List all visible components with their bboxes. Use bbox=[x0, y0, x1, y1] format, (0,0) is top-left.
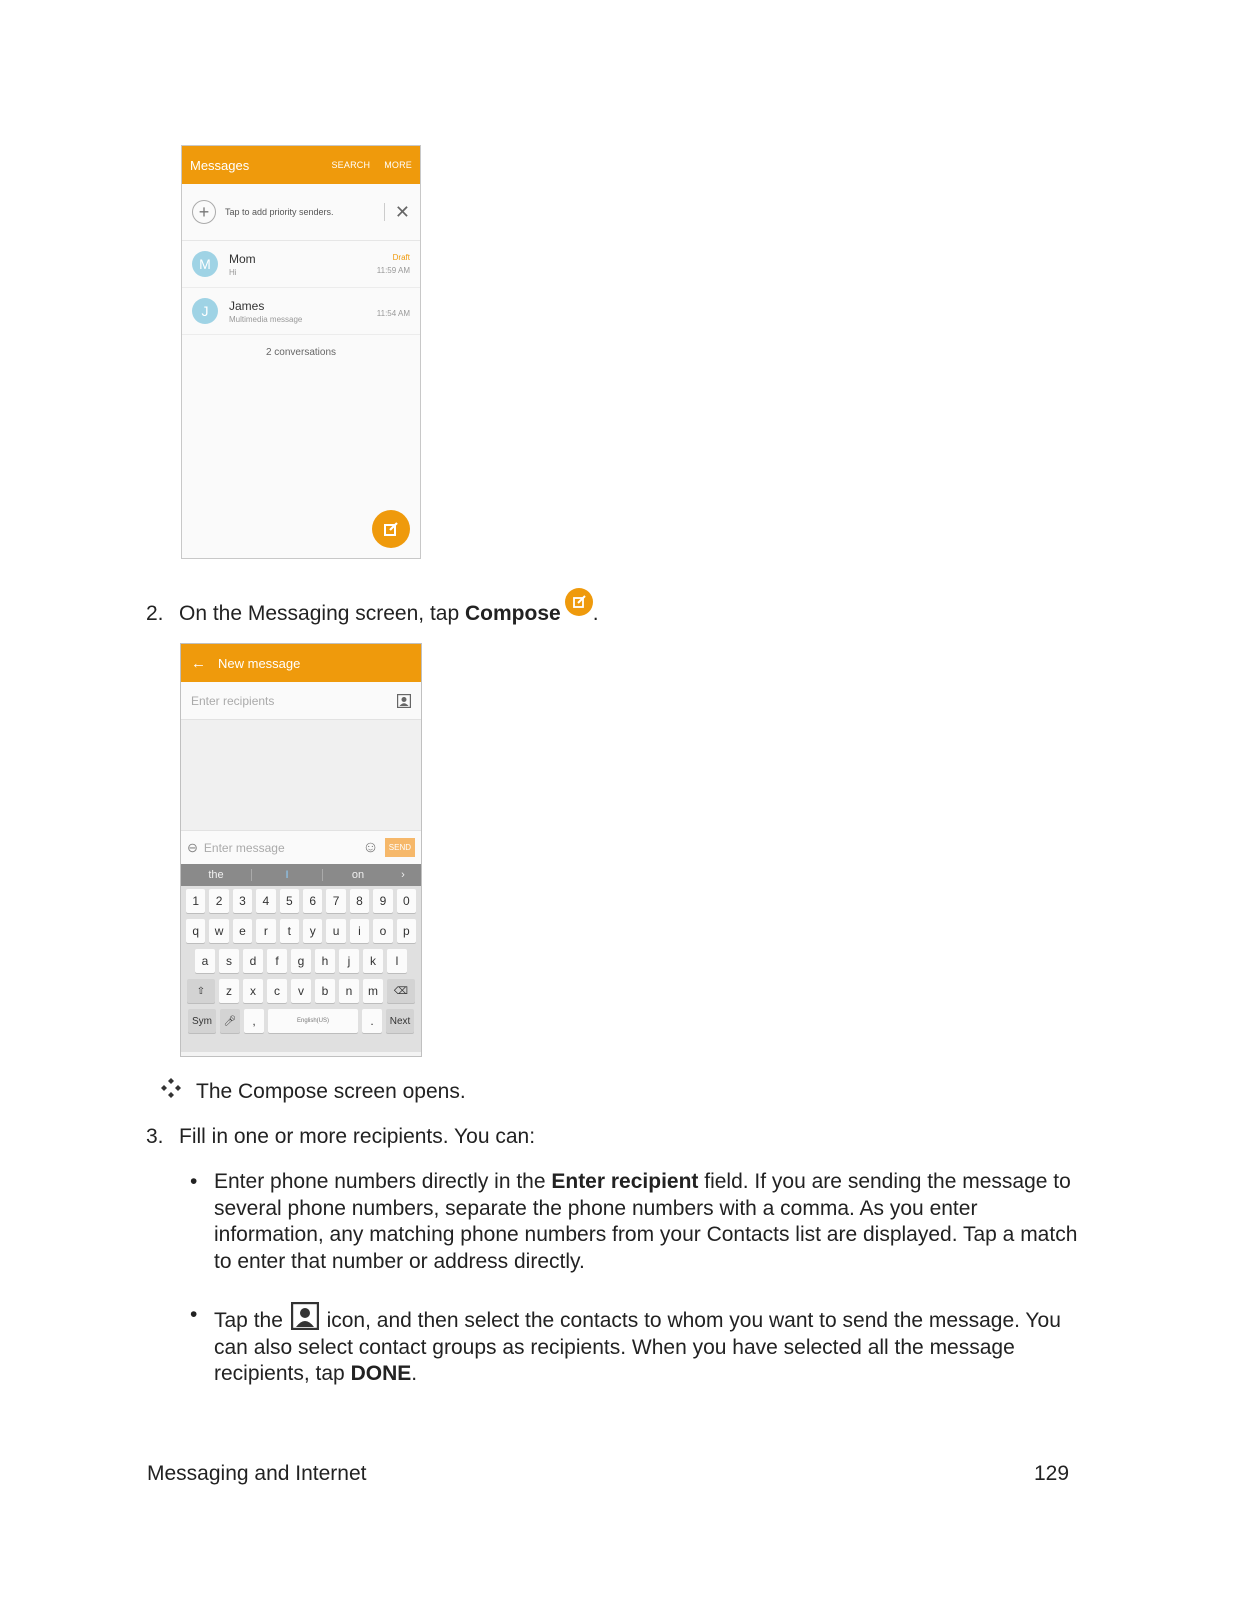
key[interactable]: 3 bbox=[233, 889, 252, 913]
new-message-screenshot bbox=[180, 643, 422, 1057]
bullet-dot: • bbox=[190, 1170, 198, 1193]
key[interactable]: l bbox=[387, 949, 407, 973]
contacts-icon[interactable] bbox=[397, 694, 411, 708]
result-diamond-icon bbox=[160, 1077, 182, 1104]
key[interactable]: h bbox=[315, 949, 335, 973]
suggestion-item[interactable]: the bbox=[208, 869, 224, 881]
conversation-count: 2 conversations bbox=[265, 347, 337, 358]
key[interactable]: x bbox=[243, 979, 263, 1003]
divider bbox=[384, 203, 385, 221]
comma-key[interactable]: , bbox=[244, 1009, 264, 1033]
chevron-right-icon[interactable]: › bbox=[401, 869, 405, 881]
more-button[interactable]: MORE bbox=[384, 160, 412, 170]
message-thread-area bbox=[181, 720, 421, 830]
message-time: 11:54 AM bbox=[376, 308, 410, 318]
step-number: 3. bbox=[146, 1125, 164, 1148]
close-icon[interactable]: ✕ bbox=[394, 201, 410, 222]
step-text: On the Messaging screen, tap bbox=[179, 602, 465, 625]
message-preview: Multimedia message bbox=[229, 314, 303, 324]
key[interactable]: n bbox=[339, 979, 359, 1003]
step-text: Fill in one or more recipients. You can: bbox=[179, 1125, 536, 1148]
step-3 bbox=[146, 1125, 535, 1149]
key[interactable]: e bbox=[233, 919, 252, 943]
draft-label: Draft bbox=[392, 253, 410, 262]
priority-senders-bar[interactable] bbox=[182, 184, 420, 241]
enter-recipient-label: Enter recipient bbox=[551, 1170, 699, 1193]
bullet-dot: • bbox=[190, 1303, 198, 1326]
shift-key-icon[interactable]: ⇧ bbox=[187, 979, 215, 1003]
add-icon[interactable]: + bbox=[192, 200, 216, 224]
key[interactable]: y bbox=[303, 919, 322, 943]
key[interactable]: c bbox=[267, 979, 287, 1003]
priority-senders-text: Tap to add priority senders. bbox=[225, 207, 334, 217]
key[interactable]: s bbox=[219, 949, 239, 973]
avatar: M bbox=[192, 251, 218, 277]
conversation-item-james[interactable] bbox=[182, 288, 420, 335]
key[interactable]: w bbox=[209, 919, 228, 943]
key[interactable]: i bbox=[350, 919, 369, 943]
key[interactable]: t bbox=[280, 919, 299, 943]
bottom-row bbox=[184, 1009, 418, 1033]
key[interactable]: u bbox=[326, 919, 345, 943]
message-input[interactable]: Enter message bbox=[203, 840, 285, 855]
number-row bbox=[184, 889, 418, 913]
messages-app-bar bbox=[182, 146, 420, 184]
backspace-key-icon[interactable]: ⌫ bbox=[387, 979, 415, 1003]
microphone-icon[interactable]: 🎤︎ bbox=[220, 1009, 240, 1033]
done-label: DONE bbox=[350, 1362, 412, 1385]
suggestion-item[interactable]: I bbox=[285, 869, 289, 881]
letter-row-2 bbox=[184, 949, 418, 973]
bullet-contacts-icon: Tap the icon, and then select the contacts to whom you want to send the message. You can also select contact groups as recipients. When you have selected all the message recipients, tap DONE. bbox=[214, 1302, 1089, 1388]
message-preview: Hi bbox=[229, 267, 237, 277]
suggestion-bar bbox=[181, 864, 421, 886]
message-input-bar bbox=[181, 830, 421, 864]
key[interactable]: v bbox=[291, 979, 311, 1003]
key[interactable]: 2 bbox=[209, 889, 228, 913]
key[interactable]: o bbox=[373, 919, 392, 943]
letter-row-1 bbox=[184, 919, 418, 943]
footer-section: Messaging and Internet bbox=[147, 1462, 367, 1485]
attach-icon[interactable]: ⊘ bbox=[183, 837, 202, 857]
key[interactable]: 1 bbox=[186, 889, 205, 913]
key[interactable]: d bbox=[243, 949, 263, 973]
key[interactable]: 0 bbox=[397, 889, 416, 913]
key[interactable]: k bbox=[363, 949, 383, 973]
step-number: 2. bbox=[146, 602, 164, 625]
suggestion-item[interactable]: on bbox=[351, 869, 365, 881]
contact-name: James bbox=[229, 298, 265, 313]
contact-name: Mom bbox=[229, 251, 256, 266]
compose-button[interactable] bbox=[372, 510, 410, 548]
key[interactable]: p bbox=[397, 919, 416, 943]
sym-key[interactable]: Sym bbox=[188, 1009, 216, 1033]
screen-title: New message bbox=[218, 655, 301, 671]
recipients-field[interactable] bbox=[181, 682, 421, 720]
contacts-icon bbox=[291, 1302, 319, 1330]
key[interactable]: g bbox=[291, 949, 311, 973]
letter-row-3 bbox=[184, 979, 418, 1003]
next-key[interactable]: Next bbox=[386, 1009, 414, 1033]
key[interactable]: 4 bbox=[256, 889, 275, 913]
key[interactable]: b bbox=[315, 979, 335, 1003]
compose-icon bbox=[383, 521, 399, 537]
key[interactable]: z bbox=[219, 979, 239, 1003]
period-key[interactable]: . bbox=[362, 1009, 382, 1033]
key[interactable]: a bbox=[195, 949, 215, 973]
page-number: 129 bbox=[1034, 1462, 1070, 1485]
send-button[interactable]: SEND bbox=[385, 838, 415, 857]
keyboard bbox=[181, 886, 421, 1052]
message-time: 11:59 AM bbox=[376, 266, 410, 275]
key[interactable]: 5 bbox=[280, 889, 299, 913]
step-2: 2. On the Messaging screen, tap Compose . bbox=[146, 588, 599, 626]
search-button[interactable]: SEARCH bbox=[331, 160, 371, 170]
result-text: The Compose screen opens. bbox=[196, 1080, 466, 1103]
emoji-icon[interactable]: ☺ bbox=[362, 838, 379, 856]
key[interactable]: q bbox=[186, 919, 205, 943]
key[interactable]: 8 bbox=[350, 889, 369, 913]
key[interactable]: 6 bbox=[303, 889, 322, 913]
compose-label: Compose bbox=[465, 602, 561, 625]
avatar: J bbox=[192, 298, 218, 324]
key[interactable]: 7 bbox=[326, 889, 345, 913]
app-title: Messages bbox=[190, 157, 250, 173]
key[interactable]: r bbox=[256, 919, 275, 943]
new-message-app-bar bbox=[181, 644, 421, 682]
space-key[interactable]: English(US) bbox=[268, 1009, 358, 1033]
bullet-enter-numbers: Enter phone numbers directly in the Enter recipient field. If you are sending the message to several phone numbers, separate the phone numbers with a comma. As you enter information, any matching phone numbers from your Contacts list are displayed. Tap a match to enter that number or address directly. bbox=[214, 1170, 1078, 1273]
back-arrow-icon[interactable]: ← bbox=[191, 654, 206, 672]
key[interactable]: 9 bbox=[373, 889, 392, 913]
messages-screenshot bbox=[181, 145, 421, 559]
key[interactable]: j bbox=[339, 949, 359, 973]
compose-icon bbox=[565, 588, 593, 616]
recipients-placeholder: Enter recipients bbox=[191, 693, 275, 708]
key[interactable]: f bbox=[267, 949, 287, 973]
conversation-item-mom[interactable] bbox=[182, 241, 420, 288]
key[interactable]: m bbox=[363, 979, 383, 1003]
